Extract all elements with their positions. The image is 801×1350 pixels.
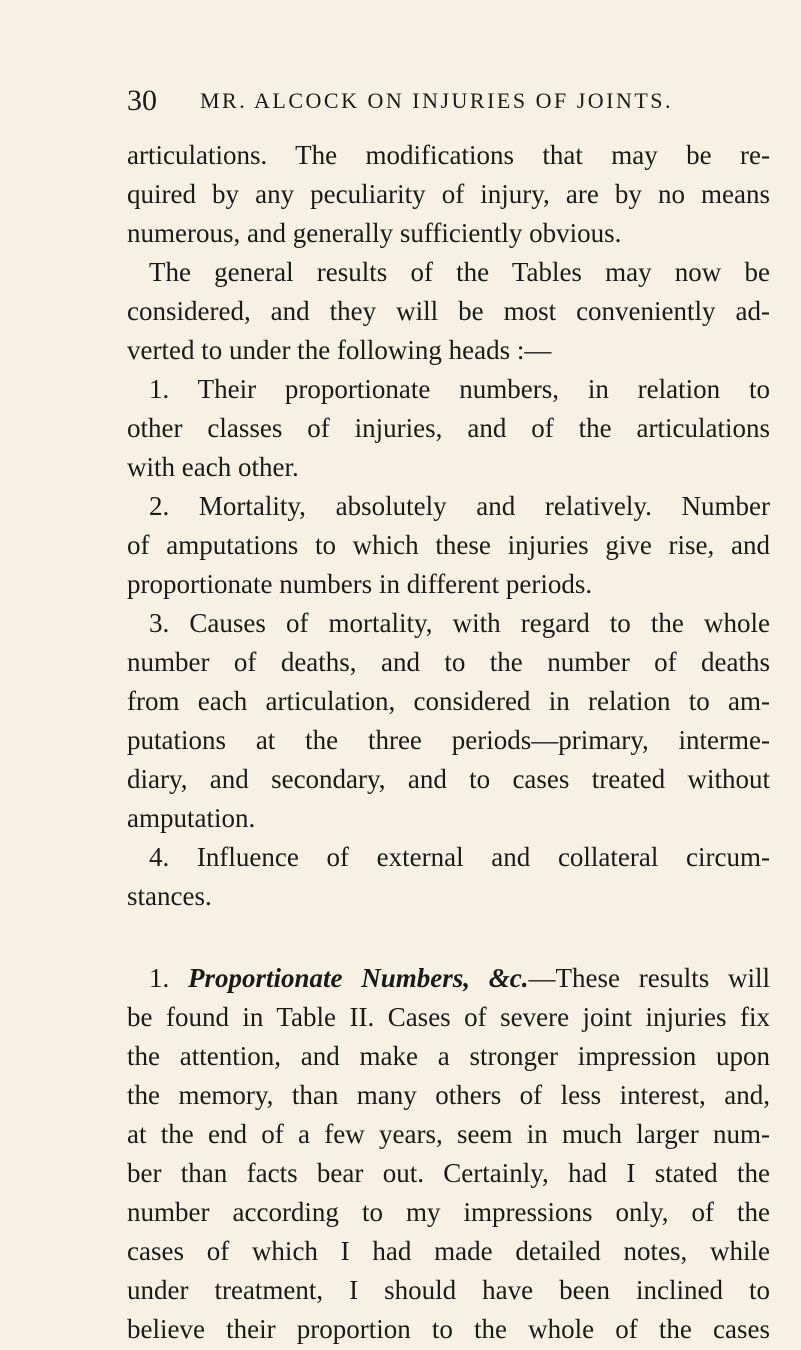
section-heading-line bbox=[127, 959, 770, 998]
text-line: other classes of injuries, and of the articulations bbox=[127, 413, 770, 443]
text-line: verted to under the following heads :— bbox=[127, 335, 552, 365]
list-item-1: 1. Their proportionate numbers, in relation to bbox=[149, 374, 770, 404]
list-item-4: 4. Influence of external and collateral circum- bbox=[149, 842, 770, 872]
text-line: ber than facts bear out. Certainly, had I stated the bbox=[127, 1158, 770, 1188]
text-line: proportionate numbers in different periods. bbox=[127, 569, 593, 599]
text-line: under treatment, I should have been inclined to bbox=[127, 1275, 770, 1305]
text-line: considered, and they will be most conveniently ad- bbox=[127, 296, 770, 326]
text-line: cases of which I had made detailed notes, while bbox=[127, 1236, 770, 1266]
text-line: with each other. bbox=[127, 452, 299, 482]
text-line: diary, and secondary, and to cases treated without bbox=[127, 764, 770, 794]
text-line: believe their proportion to the whole of the cases bbox=[127, 1314, 770, 1344]
paragraph-gap bbox=[127, 916, 770, 959]
text-line: of amputations to which these injuries give rise, and bbox=[127, 530, 770, 560]
text-line: putations at the three periods—primary, interme- bbox=[127, 725, 770, 755]
text-line: at the end of a few years, seem in much larger num- bbox=[127, 1119, 770, 1149]
section-number: 1. bbox=[149, 963, 170, 993]
text-line: the attention, and make a stronger impression upon bbox=[127, 1041, 770, 1071]
text-line: be found in Table II. Cases of severe joint injuries fix bbox=[127, 1002, 770, 1032]
body-text bbox=[127, 136, 770, 1349]
text-line: quired by any peculiarity of injury, are by no means bbox=[127, 179, 770, 209]
text-line: number of deaths, and to the number of deaths bbox=[127, 647, 770, 677]
running-header bbox=[127, 84, 687, 118]
text-line: numerous, and generally sufficiently obvious. bbox=[127, 218, 622, 248]
running-title: MR. ALCOCK ON INJURIES OF JOINTS. bbox=[200, 88, 674, 113]
section-heading-rest: —These results will bbox=[528, 963, 771, 993]
text-line: articulations. The modifications that may be re- bbox=[127, 140, 770, 170]
list-item-2: 2. Mortality, absolutely and relatively. Number bbox=[149, 491, 770, 521]
text-line: The general results of the Tables may now be bbox=[149, 257, 770, 287]
text-line: amputation. bbox=[127, 803, 256, 833]
text-line: number according to my impressions only, of the bbox=[127, 1197, 770, 1227]
text-line: the memory, than many others of less interest, and, bbox=[127, 1080, 770, 1110]
section-title: Proportionate Numbers, &c. bbox=[188, 963, 529, 993]
text-line: from each articulation, considered in relation to am- bbox=[127, 686, 770, 716]
text-line: stances. bbox=[127, 881, 212, 911]
page-number: 30 bbox=[127, 84, 157, 117]
list-item-3: 3. Causes of mortality, with regard to the whole bbox=[149, 608, 770, 638]
